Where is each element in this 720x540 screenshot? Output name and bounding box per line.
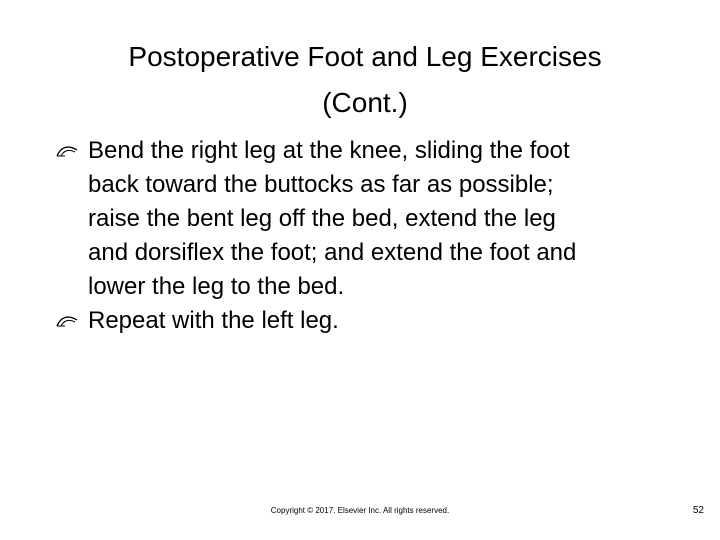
bullet-list (55, 134, 695, 338)
bullet-text-line: raise the bent leg off the bed, extend the leg (88, 205, 556, 232)
bullet-item-repeat-left-leg (55, 304, 695, 338)
slide-title-line-1: Postoperative Foot and Leg Exercises (128, 41, 602, 72)
slide-title-line-2: (Cont.) (322, 87, 408, 118)
bullet-text-line: Repeat with the left leg. (88, 307, 339, 334)
flourish-bullet-icon (55, 314, 79, 328)
bullet-text-line: and dorsiflex the foot; and extend the foot and (88, 239, 577, 266)
footer-copyright: Copyright © 2017. Elsevier Inc. All rights reserved. (270, 506, 450, 515)
page-number: 52 (692, 505, 704, 516)
slide-title (40, 34, 690, 126)
bullet-text-line: lower the leg to the bed. (88, 273, 345, 300)
bullet-text-line: back toward the buttocks as far as possible; (88, 171, 554, 198)
bullet-item-bend-right-leg (55, 134, 695, 304)
bullet-text-line: Bend the right leg at the knee, sliding the foot (88, 137, 570, 164)
flourish-bullet-icon (55, 144, 79, 158)
